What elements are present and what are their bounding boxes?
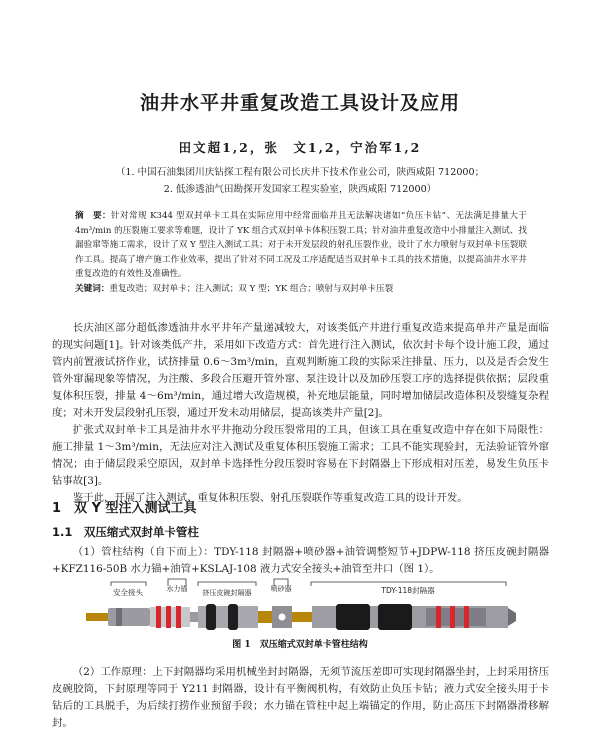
intro-paragraph-1: 长庆油区部分超低渗透油井水平井年产量递减较大，对该类低产井进行重复改造来提高单井产量是面临的现实问题[1]。针对该类低产井，采用如下改造方式：首先进行注入测试，依次封卡每个设计施工段，通过管内前置液试挤作业，试挤排量 0.6～3m³/min，直观判断施工段的实际采注排量、压力，以及是否会发生管外窜漏现象等情况，为注酸、多段合压避开管外窜、泵注设计以及加砂压裂工序的选择提供依据；层段重复体积压裂，排量 4～6m³/min，通过增大改造规模，补充地层能量，同时增加储层改造体积及裂缝复杂程度；对未开发层段射孔压裂，通过开发未动用储层，提高该类井产量[2]。 xyxy=(52,322,549,419)
abstract-text xyxy=(75,209,527,282)
principle-text: （2）工作原理：上下封隔器均采用机械坐封封隔器，无须节流压差即可实现封隔器坐封，上封采用挤压皮碗胶筒，下封原理等同于 Y211 封隔器，设计有平衡阀机构，有效防止负压卡钻；液力式安全接头用于卡钻后的工具脱手，为后续打捞作业预留手段；水力锚在管柱中起上端锚定的作用，防止高压下封隔器滑移解封。 xyxy=(52,666,549,729)
subsection-heading-1-1: 1.1 双压缩式双封单卡管柱 xyxy=(52,525,199,539)
tubing-left xyxy=(86,613,108,621)
author-list: 田文超1,2，张 文1,2，宁治军1,2 xyxy=(178,140,422,155)
safety-joint-body xyxy=(108,608,150,626)
abstract-body: 针对常规 K344 型双封单卡工具在实际应用中经常面临并且无法解决诸如“负压卡钻”、无法满足排量大于 4m³/min 的压裂施工要求等难题，设计了 YK 组合式双封单卡体积压裂工具；针对油井重复改造中小排量注入测试、找漏验窜等施工需求，设计了双 Y 型注入测试工具；对于未开发层段的射孔压裂作业，设计了水力喷射与双封单卡压裂联作工具。提高了增产施工作业效率，提出了针对不同工况及工序适配适当双封单卡工具的技术措施，以提高油井水平井重复改造的有效性及准确性。 xyxy=(75,211,527,280)
paper-title: 油井水平井重复改造工具设计及应用 xyxy=(139,92,460,114)
principle-paragraph xyxy=(52,664,549,732)
affiliation-1: （1. 中国石油集团川庆钻探工程有限公司长庆井下技术作业公司，陕西咸阳 712000； xyxy=(115,167,485,178)
structure-paragraph xyxy=(52,544,549,578)
affiliation-2: 2. 低渗透油气田勘探开发国家工程实验室，陕西咸阳 712000） xyxy=(163,184,437,195)
label-safety-joint: 安全接头 xyxy=(113,588,143,597)
section-heading-1: 1 双 Y 型注入测试工具 xyxy=(52,501,197,516)
structure-text: （1）管柱结构（自下而上）：TDY-118 封隔器+喷砂器+油管调整短节+JDPW-118 挤压皮碗封隔器+KFZ116-50B 水力锚+油管+KSLAJ-108 液力式安全接头+油管至井口（图 1）。 xyxy=(52,546,549,575)
label-hydraulic-anchor: 水力锚 xyxy=(166,585,188,593)
figure-caption: 图 1 双压缩式双封单卡管柱结构 xyxy=(232,640,368,650)
intro-paragraph-2: 扩张式双封单卡工具是油井水平井拖动分段压裂常用的工具，但该工具在重复改造中存在如下局限性：施工排量 1～3m³/min，无法应对注入测试及重复体积压裂施工需求；工具不能实现验封，无法验证管外窜情况；由于储层段采空原因，双封单卡选择性分段压裂时容易在下封隔器上下形成相对压差，易发生负压卡钻事故[3]。 xyxy=(52,424,549,487)
tool-string-figure xyxy=(86,577,516,635)
label-cup-packer: 挤压皮碗封隔器 xyxy=(202,589,252,597)
keywords-label: 关键词： xyxy=(75,283,110,294)
abstract-label: 摘 要： xyxy=(75,211,111,221)
intro-paragraph-3: 鉴于此，开展了注入测试、重复体积压裂、射孔压裂联作等重复改造工具的设计开发。 xyxy=(72,492,468,504)
label-sand-jetter: 喷砂器 xyxy=(270,585,292,593)
keywords-text: 重复改造；双封单卡；注入测试；双 Y 型；YK 组合；喷射与双封单卡压裂 xyxy=(109,283,394,294)
keywords-line xyxy=(75,282,527,297)
intro-section xyxy=(52,320,549,507)
label-tdy-packer: TDY-118封隔器 xyxy=(381,586,435,595)
abstract-block xyxy=(75,209,527,297)
